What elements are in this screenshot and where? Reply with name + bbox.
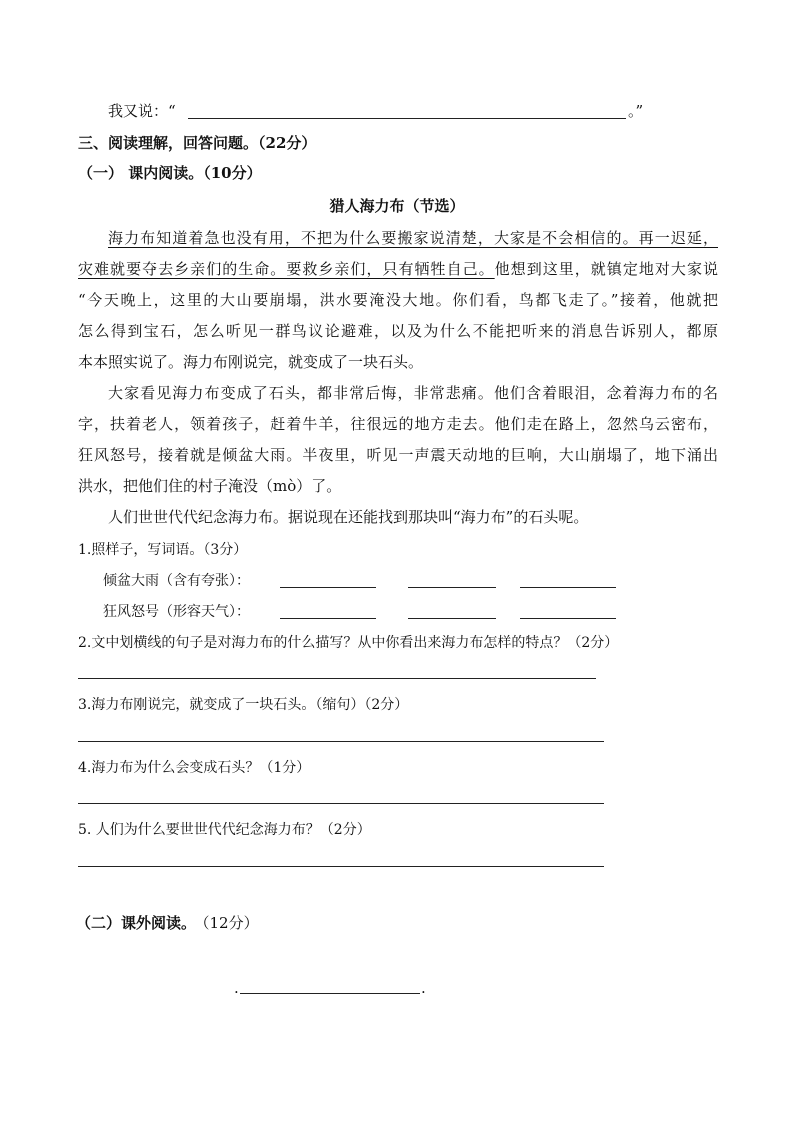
p1-line-1 xyxy=(78,228,718,248)
q2-answer-line[interactable] xyxy=(78,678,596,679)
q3-answer-line[interactable] xyxy=(78,741,604,742)
part1-heading: （一） 课内阅读。（10分） xyxy=(78,164,262,182)
p1-line-2 xyxy=(78,259,718,279)
p2-line-4: 洪水，把他们住的村子淹没（mò）了。 xyxy=(78,477,342,495)
q1a-blank-1[interactable] xyxy=(280,587,376,588)
bottom-blank-prefix: . xyxy=(234,979,239,997)
bottom-title-blank[interactable] xyxy=(240,993,420,994)
question-3: 3.海力布刚说完，就变成了一块石头。（缩句）（2分） xyxy=(78,697,409,713)
top-line-prefix: 我又说：“ xyxy=(108,102,176,120)
question-4: 4.海力布为什么会变成石头？（1分） xyxy=(78,760,311,776)
passage-title: 猎人海力布（节选） xyxy=(329,197,465,215)
p1-line-2-rest: 他想到这里，就镇定地对大家说 xyxy=(494,260,718,278)
underlined-sentence: 灾难就要夺去乡亲们的生命。要救乡亲们，只有牺牲自己。 xyxy=(78,260,495,278)
top-line-suffix: 。” xyxy=(628,102,644,120)
p1-line-3: “今天晚上，这里的大山要崩塌，洪水要淹没大地。你们看，鸟都飞走了。”接着，他就把 xyxy=(78,291,718,309)
q1a-blank-2[interactable] xyxy=(408,587,496,588)
question-1b-label: 狂风怒号（形容天气）： xyxy=(103,604,250,620)
q1b-blank-1[interactable] xyxy=(280,618,376,619)
question-1: 1.照样子，写词语。（3分） xyxy=(78,542,248,558)
answer-blank-top[interactable] xyxy=(188,118,626,119)
question-1a-label: 倾盆大雨（含有夸张）： xyxy=(103,573,250,589)
part2-heading-score: （12分） xyxy=(202,914,259,932)
part2-heading xyxy=(76,913,259,933)
q1b-blank-2[interactable] xyxy=(408,618,496,619)
p2-line-2: 字，扶着老人，领着孩子，赶着牛羊，往很远的地方走去。他们走在路上，忽然乌云密布， xyxy=(78,415,718,433)
underlined-sentence: 海力布知道着急也没有用，不把为什么要搬家说清楚，大家是不会相信的。再一迟延， xyxy=(108,229,718,247)
q5-answer-line[interactable] xyxy=(78,866,604,867)
q1a-blank-3[interactable] xyxy=(520,587,616,588)
q4-answer-line[interactable] xyxy=(78,803,604,804)
part2-heading-main: （二）课外阅读。 xyxy=(76,914,197,932)
bottom-blank-suffix: . xyxy=(421,979,426,997)
q1b-blank-3[interactable] xyxy=(520,618,616,619)
section3-heading: 三、阅读理解，回答问题。（22分） xyxy=(78,134,317,152)
question-2: 2.文中划横线的句子是对海力布的什么描写？从中你看出来海力布怎样的特点？（2分） xyxy=(78,635,619,651)
p1-line-4: 怎么得到宝石，怎么听见一群鸟议论避难，以及为什么不能把听来的消息告诉别人，都原 xyxy=(78,322,718,340)
question-5: 5. 人们为什么要世世代代纪念海力布？（2分） xyxy=(78,822,371,838)
p2-line-3: 狂风怒号，接着就是倾盆大雨。半夜里，听见一声震天动地的巨响，大山崩塌了，地下涌出 xyxy=(78,446,718,464)
passage-paragraph-3: 人们世世代代纪念海力布。据说现在还能找到那块叫“海力布”的石头呢。 xyxy=(108,508,589,526)
p1-line-5: 本本照实说了。海力布刚说完，就变成了一块石头。 xyxy=(78,353,424,371)
p2-line-1: 大家看见海力布变成了石头，都非常后悔，非常悲痛。他们含着眼泪，念着海力布的名 xyxy=(108,384,718,402)
